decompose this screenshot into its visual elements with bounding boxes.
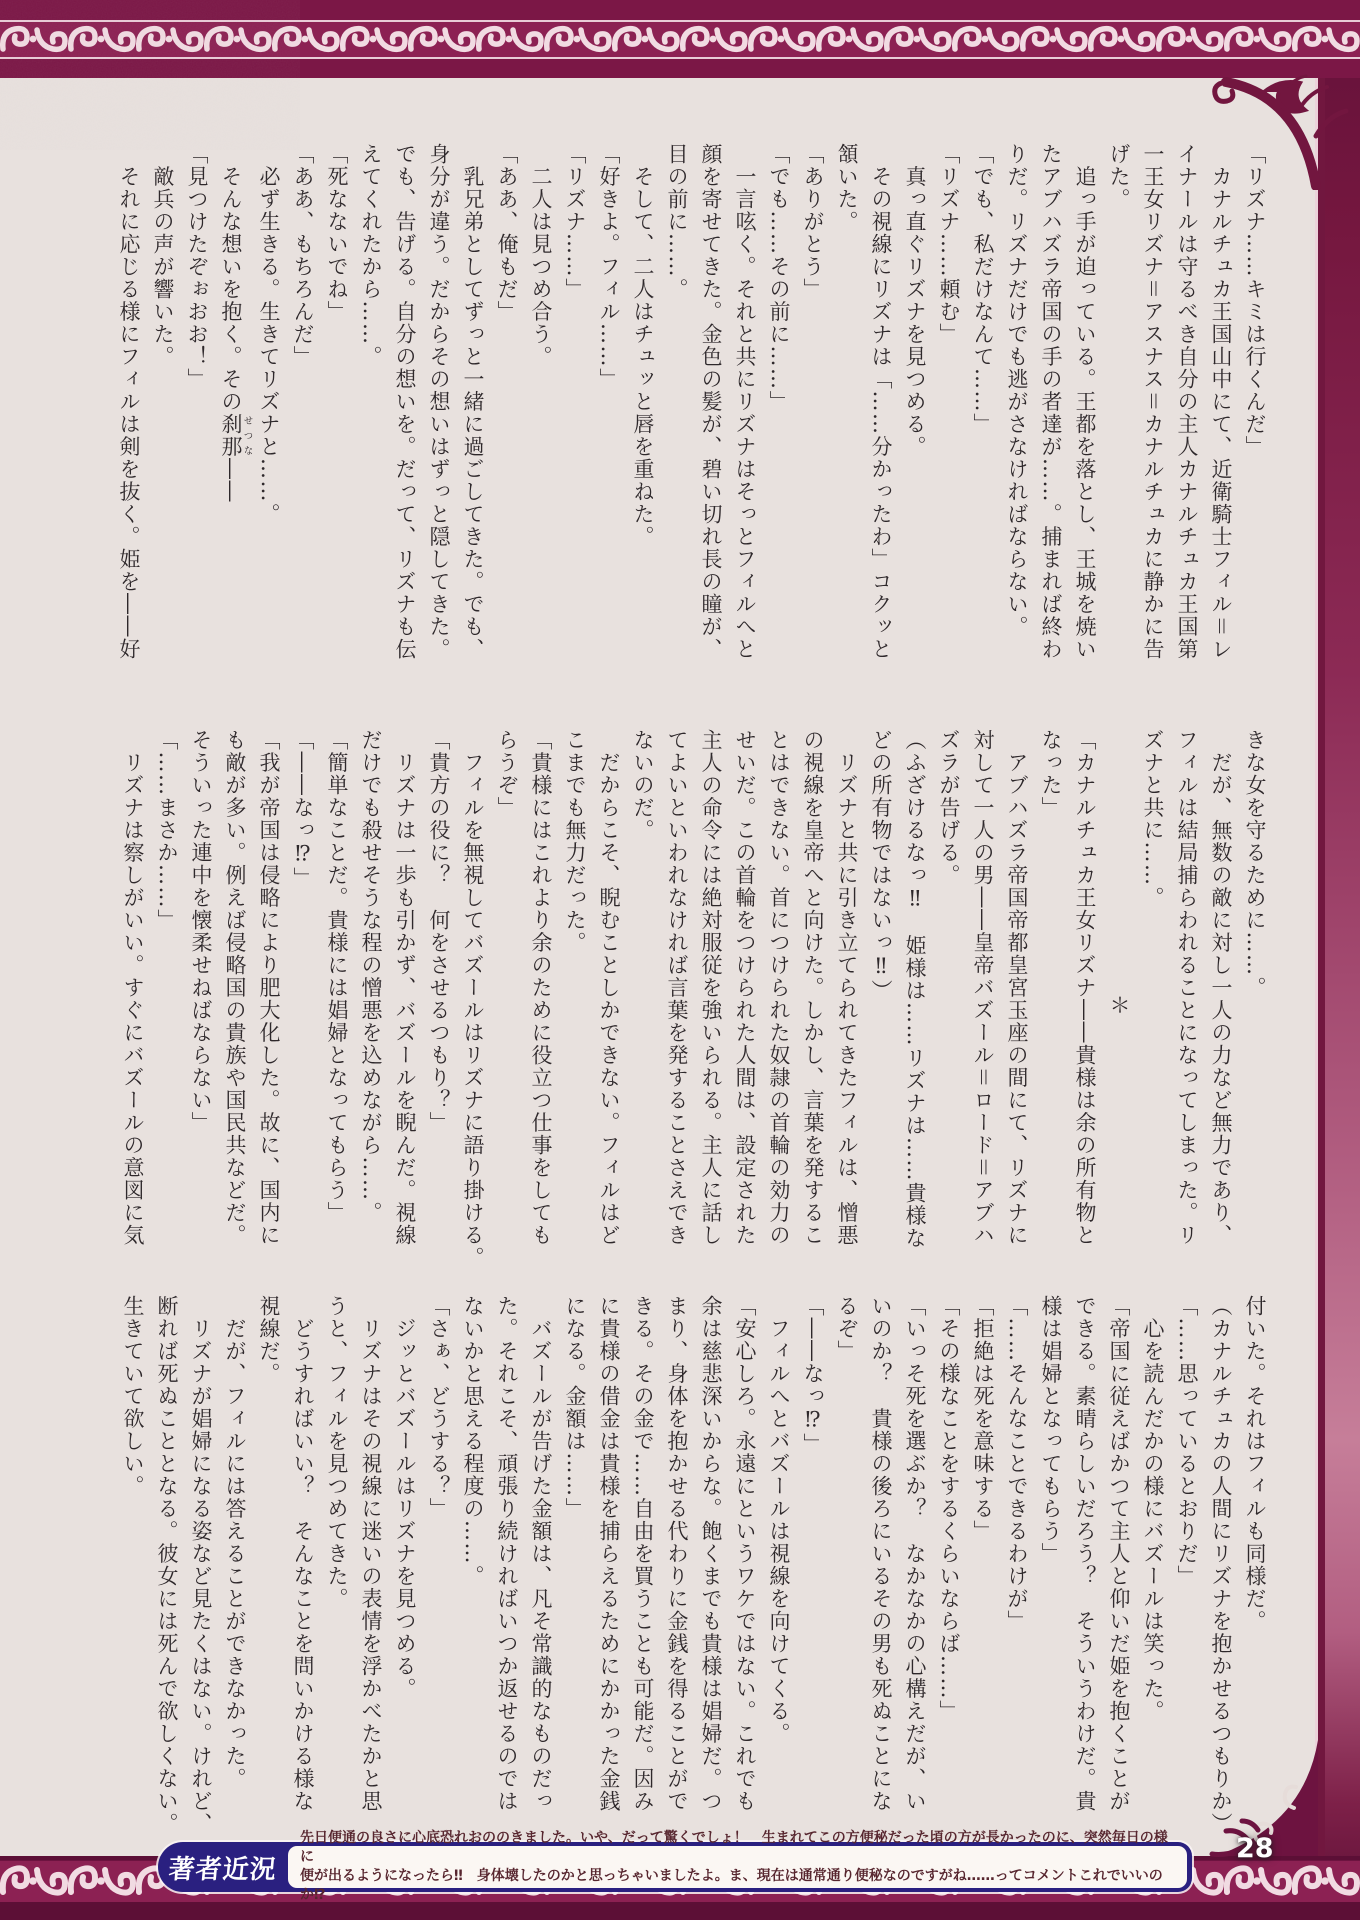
text-column: できる。素晴らしいだろう？ そういうわけだ。貴 [1073, 1295, 1097, 1813]
text-column: 「見つけたぞぉおお！」 [185, 143, 209, 391]
text-column: るぞ」 [835, 1295, 859, 1363]
text-column: たアブハズラ帝国の手の者達が……。捕まれば終わ [1039, 143, 1063, 661]
border-inner-line [1315, 0, 1325, 1920]
text-column: ズナと共に……。 [1141, 729, 1165, 909]
author-status-label: 著者近況 [167, 1854, 279, 1885]
text-column: た。それこそ、頑張り続ければいつか返せるのでは [495, 1295, 519, 1813]
text-column: 真っ直ぐリズナを見つめる。 [903, 143, 927, 458]
right-page-border [1315, 0, 1360, 1920]
text-column: そんな想いを抱く。その刹那せつな―― [219, 143, 253, 503]
text-column: それに応じる様にフィルは剣を抜く。姫を――好 [117, 143, 141, 661]
text-column: 一言呟く。それと共にリズナはそっとフィルへと [733, 143, 757, 661]
text-column: フィルは結局捕らわれることになってしまった。リ [1175, 729, 1199, 1247]
text-column: こまでも無力だった。 [563, 729, 587, 954]
text-column: とはできない。首につけられた奴隷の首輪の効力の [767, 729, 791, 1247]
novel-text-band-2 [110, 729, 1272, 1281]
text-column: 「リズナ……キミは行くんだ」 [1243, 143, 1267, 458]
text-column: 「ありがとう」 [801, 143, 825, 301]
text-column: に貴様の借金は貴様を捕らえるためにかかった金銭 [597, 1295, 621, 1813]
text-column: 追っ手が迫っている。王都を落とし、王城を焼い [1073, 143, 1097, 661]
text-column: 付いた。それはフィルも同様だ。 [1243, 1295, 1267, 1633]
text-column: ジッとバズールはリズナを見つめる。 [393, 1295, 417, 1700]
text-column: 「――なっ⁉」 [291, 729, 315, 890]
text-column: 「……そんなことできるわけが」 [1005, 1295, 1029, 1633]
text-column: 身分が違う。だからその想いはずっと隠してきた。 [427, 143, 451, 661]
text-column: でも、告げる。自分の想いを。だって、リズナも伝 [393, 143, 417, 661]
author-status-footer [158, 1830, 1192, 1903]
text-column: 一王女リズナ＝アスナス＝カナルチュカに静かに告 [1141, 143, 1165, 661]
text-column: 「死なないでね」 [325, 143, 349, 323]
text-column: てよいといわれなければ言葉を発することさえでき [665, 729, 689, 1247]
top-border-band [0, 0, 1360, 78]
text-column: 頷いた。 [835, 143, 859, 233]
page-number: 28 [1236, 1833, 1274, 1864]
text-column: どの所有物ではないっ‼） [869, 729, 893, 1002]
text-column: 「でも、私だけなんて……」 [971, 143, 995, 436]
text-column: 敵兵の声が響いた。 [151, 143, 175, 368]
text-column: ズラが告げる。 [937, 729, 961, 887]
text-column: 主人の命令には絶対服従を強いられる。主人に話し [699, 729, 723, 1247]
text-column: 「さぁ、どうする？」 [427, 1295, 451, 1520]
text-column: なった」 [1039, 729, 1063, 819]
text-column: 「安心しろ。永遠にというワケではない。これでも [733, 1295, 757, 1813]
text-column: バズールが告げた金額は、凡そ常識的なものだっ [529, 1295, 553, 1813]
text-column: だけでも殺せそうな程の憎悪を込めながら……。 [359, 729, 383, 1224]
top-arabesque-ornament [0, 20, 1360, 59]
text-column: リズナはその視線に迷いの表情を浮かべたかと思 [359, 1295, 383, 1813]
text-column: リズナは一歩も引かず、バズールを睨んだ。視線 [393, 729, 417, 1247]
text-column: リズナが娼婦になる姿など見たくはない。けれど、 [189, 1295, 213, 1835]
text-column: 二人は見つめ合う。 [529, 143, 553, 368]
text-column: ないかと思える程度の……。 [461, 1295, 485, 1588]
text-column: 生きていて欲しい。 [121, 1295, 145, 1498]
text-column: きる。その金で……自由を買うことも可能だ。因み [631, 1295, 655, 1813]
text-column: 余は慈悲深いからな。飽くまでも貴様は娼婦だ。つ [699, 1295, 723, 1813]
text-column: 「帝国に従えばかつて主人と仰いだ姫を抱くことが [1107, 1295, 1131, 1813]
text-column: 「いっそ死を選ぶか？ なかなかの心構えだが、い [903, 1295, 927, 1813]
text-column: 目の前に……。 [665, 143, 689, 301]
text-column: リズナと共に引き立てられてきたフィルは、憎悪 [835, 729, 859, 1247]
text-column: いのか？ 貴様の後ろにいるその男も死ぬことにな [869, 1295, 893, 1813]
text-column: どうすればいい？ そんなことを問いかける様な [291, 1295, 315, 1813]
text-column: まり、身体を抱かせる代わりに金銭を得ることがで [665, 1295, 689, 1813]
text-column: 「その様なことをするくらいならば……」 [937, 1295, 961, 1723]
text-column: も敵が多い。例えば侵略国の貴族や国民共などだ。 [223, 729, 247, 1247]
text-column: 断れば死ぬこととなる。彼女には死んで欲しくない。 [155, 1295, 179, 1835]
text-column: 「簡単なことだ。貴様には娼婦となってもらう」 [325, 729, 349, 1224]
text-column: えてくれたから……。 [359, 143, 383, 368]
text-column: うと、フィルを見つめてきた。 [325, 1295, 349, 1610]
text-column: だが、フィルには答えることができなかった。 [223, 1295, 247, 1790]
text-column: らうぞ」 [495, 729, 519, 819]
text-column: 心を読んだかの様にバズールは笑った。 [1141, 1295, 1165, 1723]
text-column: 顔を寄せてきた。金色の髪が、碧い切れ長の瞳が、 [699, 143, 723, 661]
text-column: ないのだ。 [631, 729, 655, 842]
text-column: の視線を皇帝へと向けた。しかし、言葉を発するこ [801, 729, 825, 1247]
text-column: フィルを無視してバズールはリズナに語り掛ける。 [461, 729, 485, 1269]
author-status-text [288, 1830, 1187, 1903]
text-column: 「拒絶は死を意味する」 [971, 1295, 995, 1543]
author-status-line-1: 先日便通の良さに心底恐れおののきました。いや、だって驚くでしょ！ 生まれてこの方便秘だった頃の方が長かったのに、突然毎日の様に [300, 1830, 1168, 1865]
text-column: 「我が帝国は侵略により肥大化した。故に、国内に [257, 729, 281, 1247]
text-column: だからこそ、睨むことしかできない。フィルはど [597, 729, 621, 1247]
text-column: 乳兄弟としてずっと一緒に過ごしてきた。でも、 [461, 143, 485, 661]
text-column: リズナは察しがいい。すぐにバズールの意図に気 [121, 729, 145, 1247]
text-column: 「……思っているとおりだ」 [1175, 1295, 1199, 1588]
text-column: だが、無数の敵に対し一人の力など無力であり、 [1209, 729, 1233, 1247]
text-column: 視線だ。 [257, 1295, 281, 1385]
text-column: （カナルチュカの人間にリズナを抱かせるつもりか） [1209, 1295, 1233, 1835]
corner-flourish-top-right-icon [1198, 72, 1360, 190]
text-column: フィルへとバズールは視線を向けてくる。 [767, 1295, 791, 1745]
text-column: 対して一人の男――皇帝バズール＝ロード＝アブハ [971, 729, 995, 1247]
text-column: になる。金額は……」 [563, 1295, 587, 1520]
text-column: 「好きよ。フィル……」 [597, 143, 621, 391]
text-column: 「ああ、もちろんだ」 [291, 143, 315, 368]
author-status-line-2: 便が出るようになったら‼ 身体壊したのかと思っちゃいましたよ。ま、現在は通常通り便秘なのですがね……ってコメントこれでいいのか⁉ [300, 1868, 1163, 1903]
text-column: 「リズナ……頼む」 [937, 143, 961, 346]
text-column: きな女を守るために……。 [1243, 729, 1267, 999]
text-column: ＊ [1107, 993, 1131, 1017]
text-column: りだ。リズナだけでも逃がさなければならない。 [1005, 143, 1029, 638]
novel-text-band-3 [110, 1295, 1272, 1847]
novel-text-band-1 [110, 143, 1272, 695]
text-column: そういった連中を懐柔せねばならない」 [189, 729, 213, 1134]
text-column: 「ああ、俺もだ」 [495, 143, 519, 323]
text-column: そして、二人はチュッと唇を重ねた。 [631, 143, 655, 548]
text-column: 「貴様にはこれより余のために役立つ仕事をしても [529, 729, 553, 1247]
text-column: げた。 [1107, 143, 1131, 211]
text-column: 「――なっ⁉」 [801, 1295, 825, 1456]
text-column: 「カナルチュカ王女リズナ――貴様は余の所有物と [1073, 729, 1097, 1247]
text-column: せいだ。この首輪をつけられた人間は、設定された [733, 729, 757, 1247]
text-column: 「貴方の役に？ 何をさせるつもり？」 [427, 729, 451, 1134]
text-column: 「でも……その前に……」 [767, 143, 791, 413]
text-column: その視線にリズナは「……分かったわ」コクッと [869, 143, 893, 661]
text-column: 様は娼婦となってもらう」 [1039, 1295, 1063, 1565]
text-column: 必ず生きる。生きてリズナと……。 [257, 143, 281, 526]
text-column: 「リズナ……」 [563, 143, 587, 301]
text-column: アブハズラ帝国帝都皇宮玉座の間にて、リズナに [1005, 729, 1029, 1247]
text-column: イナールは守るべき自分の主人カナルチュカ王国第 [1175, 143, 1199, 661]
text-column: 「……まさか……」 [155, 729, 179, 932]
text-column: カナルチュカ王国山中にて、近衛騎士フィル＝レ [1209, 143, 1233, 661]
text-column: （ふざけるなっ‼ 姫様は……リズナは……貴様な [903, 729, 927, 1250]
